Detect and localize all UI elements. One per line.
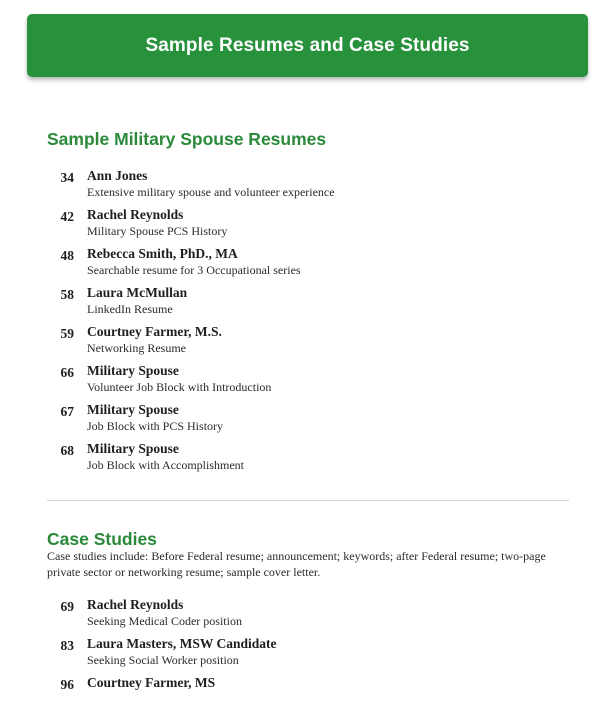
title-banner [27, 14, 588, 77]
entry-description: Job Block with Accomplishment [87, 458, 244, 472]
entry-name: Rachel Reynolds [87, 207, 184, 222]
page-number: 59 [60, 326, 74, 341]
page-number: 67 [60, 404, 74, 419]
entry-name: Laura McMullan [87, 285, 188, 300]
entry-description: Volunteer Job Block with Introduction [87, 380, 272, 394]
entry-name: Courtney Farmer, M.S. [87, 324, 222, 339]
list-item[interactable] [47, 284, 567, 323]
banner-title: Sample Resumes and Case Studies [145, 34, 470, 56]
section-heading-resumes: Sample Military Spouse Resumes [47, 129, 327, 149]
page-number: 96 [60, 677, 74, 692]
entry-text [87, 440, 244, 479]
list-item[interactable] [47, 206, 567, 245]
case-studies-intro: Case studies include: Before Federal resume; announcement; keywords; after Federal resume; two-page private sector or networking resume; sample cover letter. [47, 549, 546, 579]
list-item[interactable] [47, 596, 567, 635]
page-number: 66 [60, 365, 74, 380]
resume-list [47, 167, 567, 479]
entry-name: Military Spouse [87, 441, 179, 456]
entry-description: Military Spouse PCS History [87, 224, 228, 238]
entry-name: Military Spouse [87, 363, 179, 378]
entry-name: Courtney Farmer, MS [87, 675, 216, 690]
list-item[interactable] [47, 245, 567, 284]
entry-text [87, 674, 215, 713]
entry-text [87, 206, 227, 245]
entry-description: LinkedIn Resume [87, 302, 173, 316]
case-study-list [47, 596, 567, 713]
entry-description: Extensive military spouse and volunteer experience [87, 185, 335, 199]
section-divider [47, 500, 569, 501]
list-item[interactable] [47, 440, 567, 479]
list-item[interactable] [47, 167, 567, 206]
entry-text [87, 167, 335, 206]
page-number: 34 [60, 170, 74, 185]
entry-text [87, 401, 223, 440]
entry-name: Rebecca Smith, PhD., MA [87, 246, 238, 261]
entry-name: Ann Jones [87, 168, 148, 183]
entry-text [87, 323, 222, 362]
entry-description: Networking Resume [87, 341, 186, 355]
entry-text [87, 635, 277, 674]
entry-text [87, 362, 271, 401]
entry-description: Seeking Social Worker position [87, 653, 239, 667]
page-number: 42 [60, 209, 74, 224]
list-item[interactable] [47, 635, 567, 674]
entry-text [87, 245, 301, 284]
page-number: 69 [60, 599, 74, 614]
entry-description: Seeking Medical Coder position [87, 614, 242, 628]
entry-text [87, 596, 242, 635]
list-item[interactable] [47, 401, 567, 440]
entry-name: Rachel Reynolds [87, 597, 184, 612]
entry-name: Laura Masters, MSW Candidate [87, 636, 277, 651]
list-item[interactable] [47, 362, 567, 401]
page-number: 48 [60, 248, 74, 263]
entry-description: Job Block with PCS History [87, 419, 224, 433]
entry-text [87, 284, 187, 323]
page-number: 68 [60, 443, 74, 458]
list-item[interactable] [47, 323, 567, 362]
section-heading-case-studies: Case Studies [47, 529, 157, 549]
list-item[interactable] [47, 674, 567, 713]
page-number: 58 [60, 287, 74, 302]
page-number: 83 [60, 638, 74, 653]
entry-description: Searchable resume for 3 Occupational series [87, 263, 301, 277]
entry-name: Military Spouse [87, 402, 179, 417]
